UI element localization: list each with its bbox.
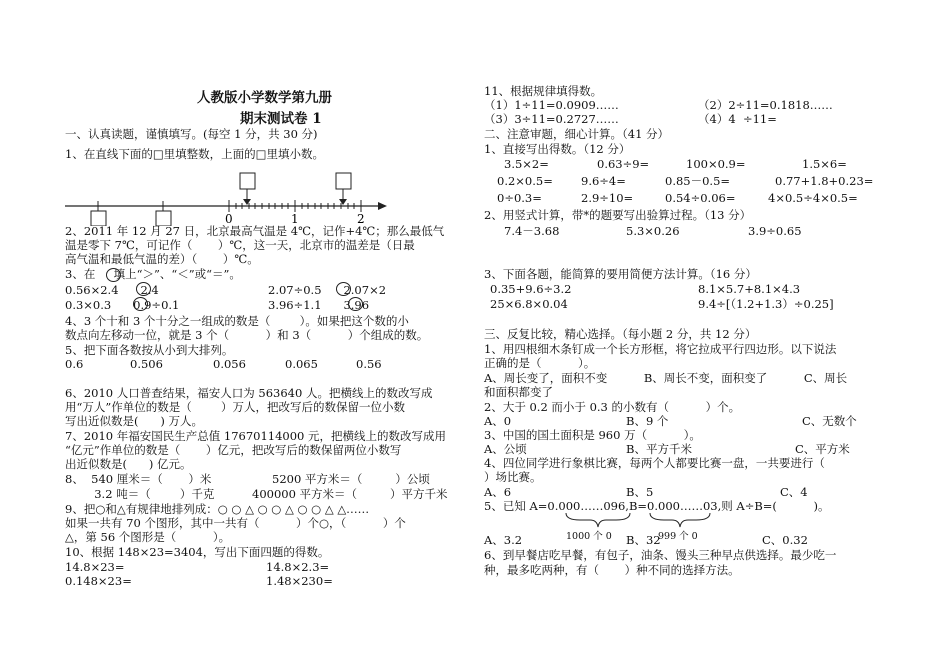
calc-1-heading: 1、直接写出得数。（12 分） <box>484 142 631 156</box>
choice-6-line-2: 种，最多吃两种，有（ ）种不同的选择方法。 <box>484 563 740 577</box>
section-1-heading: 一、认真读题，谨慎填写。(每空 1 分，共 30 分) <box>65 127 318 141</box>
question-8-item-2: 5200 平方米＝（ ）公顷 <box>272 472 430 486</box>
question-3: 3、在 填上“＞”、“＜”或“＝”。 <box>65 267 241 281</box>
calc-3-heading: 3、下面各题，能简算的要用简便方法计算。（16 分） <box>484 267 757 281</box>
question-7-line-2: “亿元”作单位的数是（ ）亿元，把改写后的数保留两位小数写 <box>65 443 402 457</box>
question-9-line-1: 9、把○和△有规律地排列成：○ ○ △ ○ ○ △ ○ ○ △ △…… <box>65 502 370 516</box>
answer-box-top-2 <box>336 173 351 189</box>
calc-1-item: 0.77+1.8+0.23= <box>775 174 874 188</box>
compare-circle <box>336 282 351 296</box>
question-10: 10、根据 148×23=3404，写出下面四题的得数。 <box>65 545 330 559</box>
choice-5: 5、已知 A=0.000……096,B=0.000……03,则 A÷B=( )。 <box>484 499 830 513</box>
calc-3-item: 25×6.8×0.04 <box>490 297 568 311</box>
calc-1-item: 9.6÷4= <box>581 174 626 188</box>
choice-4-line-1: 4、四位同学进行象棋比赛，每两个人都要比赛一盘，一共要进行（ <box>484 456 825 470</box>
question-1: 1、在直线下面的□里填整数，上面的□里填小数。 <box>65 147 325 161</box>
choice-1-options: A、周长变了，面积不变 B、周长不变，面积变了 C、周长 <box>484 371 848 385</box>
question-6-line-1: 6、2010 人口普查结果，福安人口为 563640 人。把横线上的数改写成 <box>65 386 433 400</box>
question-10-item: 14.8×23= <box>65 560 125 574</box>
choice-1-line-2: 正确的是（ ）。 <box>484 356 596 370</box>
question-11-item: （2）2÷11=0.1818…… <box>698 98 833 112</box>
calc-1-item: 0÷0.3= <box>497 191 542 205</box>
question-5: 5、把下面各数按从小到大排列。 <box>65 343 234 357</box>
question-7-line-3: 出近似数是( ) 亿元。 <box>65 457 192 471</box>
choice-1-options-cont: 和面积都变了 <box>484 385 553 399</box>
compare-circle <box>136 282 151 296</box>
number-line <box>60 170 390 226</box>
page-subtitle: 期末测试卷 1 <box>240 111 322 127</box>
calc-2-heading: 2、用竖式计算，带*的题要写出验算过程。（13 分） <box>484 208 752 222</box>
question-8-item-4: 400000 平方米＝（ ）平方千米 <box>252 487 448 501</box>
choice-2-option: B、9 个 <box>626 414 669 428</box>
question-6-line-3: 写出近似数是( ) 万人。 <box>65 414 204 428</box>
question-10-item: 14.8×2.3= <box>266 560 330 574</box>
choice-2-option: C、无数个 <box>802 414 857 428</box>
choice-2-option: A、0 <box>484 414 512 428</box>
calc-1-item: 0.54÷0.06= <box>665 191 736 205</box>
calc-1-item: 0.85－0.5= <box>665 174 731 188</box>
brace-label-2: 999 个 0 <box>658 531 698 542</box>
choice-6-line-1: 6、到早餐店吃早餐，有包子，油条、馒头三种早点供选择。最少吃一 <box>484 548 837 562</box>
question-2-line-2: 温是零下 7℃，可记作（ ）℃，这一天，北京市的温差是（日最 <box>65 238 415 252</box>
brace-label-1: 1000 个 0 <box>566 531 612 542</box>
choice-3-option: A、公顷 <box>484 442 527 456</box>
section-2-heading: 二、注意审题，细心计算。（41 分） <box>484 127 670 141</box>
choice-4-line-2: ）场比赛。 <box>484 470 542 484</box>
question-3-item-2: 2.07÷0.5 2.07×2 <box>268 283 387 297</box>
choice-3-option: B、平方千米 <box>626 442 692 456</box>
question-5-number: 0.56 <box>356 357 382 371</box>
question-10-item: 0.148×23= <box>65 574 132 588</box>
choice-4-option: B、5 <box>626 485 654 499</box>
page-title: 人教版小学数学第九册 <box>197 90 332 106</box>
calc-3-item: 0.35+9.6÷3.2 <box>490 282 572 296</box>
question-5-number: 0.056 <box>213 357 246 371</box>
question-5-number: 0.6 <box>65 357 84 371</box>
section-3-heading: 三、反复比较，精心选择。（每小题 2 分，共 12 分） <box>484 327 757 341</box>
choice-4-option: C、4 <box>780 485 808 499</box>
question-10-item: 1.48×230= <box>266 574 333 588</box>
compare-circle <box>348 297 363 311</box>
answer-box-top-1 <box>240 173 255 189</box>
calc-1-item: 0.2×0.5= <box>497 174 553 188</box>
question-11-item: （3）3÷11=0.2727…… <box>484 112 619 126</box>
question-9-line-3: △，第 56 个图形是（ ）。 <box>65 530 231 544</box>
tick-label-2: 2 <box>357 212 365 226</box>
question-5-number: 0.506 <box>130 357 163 371</box>
choice-1-line-1: 1、用四根细木条钉成一个长方形框，将它拉成平行四边形。以下说法 <box>484 342 837 356</box>
question-3-item-3: 0.3×0.3 0.9÷0.1 <box>65 298 180 312</box>
question-2-line-3: 高气温和最低气温的差）（ ）℃。 <box>65 252 259 266</box>
calc-1-item: 4×0.5÷4×0.5= <box>768 191 858 205</box>
choice-4-option: A、6 <box>484 485 512 499</box>
question-2-line-1: 2、2011 年 12 月 27 日，北京最高气温是 4℃，记作+4℃；那么最低气 <box>65 224 445 238</box>
calc-1-item: 100×0.9= <box>686 157 746 171</box>
question-6-line-2: 用“万人”作单位的数是（ ）万人，把改写后的数保留一位小数 <box>65 400 405 414</box>
choice-2: 2、大于 0.2 而小于 0.3 的小数有（ ）个。 <box>484 400 741 414</box>
choice-5-option: B、32 <box>626 533 661 547</box>
calc-1-item: 0.63÷9= <box>597 157 650 171</box>
question-4-line-1: 4、3 个十和 3 个十分之一组成的数是（ ）。如果把这个数的小 <box>65 314 409 328</box>
choice-3: 3、中国的国土面积是 960 万（ ）。 <box>484 428 701 442</box>
calc-1-item: 1.5×6= <box>802 157 847 171</box>
question-5-number: 0.065 <box>285 357 318 371</box>
question-3-item-4: 3.96÷1.1 3.96 <box>268 298 370 312</box>
calc-2-item: 7.4－3.68 <box>504 224 560 238</box>
calc-1-item: 2.9÷10= <box>581 191 634 205</box>
question-3-item-1: 0.56×2.4 2.4 <box>65 283 159 297</box>
choice-5-option: A、3.2 <box>484 533 523 547</box>
question-11: 11、根据规律填得数。 <box>484 84 603 98</box>
question-11-item: （1）1÷11=0.0909…… <box>484 98 619 112</box>
compare-circle <box>106 268 121 282</box>
calc-3-item: 9.4÷[（1.2+1.3）÷0.25] <box>698 297 834 311</box>
question-9-line-2: 如果一共有 70 个图形，其中一共有（ ）个○，（ ）个 <box>65 516 406 530</box>
compare-circle <box>133 297 148 311</box>
choice-3-option: C、平方米 <box>795 442 850 456</box>
tick-label-0: 0 <box>225 212 233 226</box>
choice-5-option: C、0.32 <box>762 533 808 547</box>
tick-label-1: 1 <box>291 212 299 226</box>
calc-3-item: 8.1×5.7+8.1×4.3 <box>698 282 801 296</box>
calc-1-item: 3.5×2= <box>504 157 549 171</box>
question-8-item-3: 3.2 吨＝（ ）千克 <box>65 487 215 501</box>
question-7-line-1: 7、2010 年福安国民生产总值 17670114000 元，把横线上的数改写成用 <box>65 429 447 443</box>
question-8-item-1: 8、 540 厘米＝（ ）米 <box>65 472 212 486</box>
calc-2-item: 3.9÷0.65 <box>748 224 802 238</box>
calc-2-item: 5.3×0.26 <box>626 224 680 238</box>
question-11-item: （4）4 ÷11= <box>698 112 777 126</box>
question-4-line-2: 数点向左移动一位，就是 3 个（ ）和 3（ ）个组成的数。 <box>65 328 429 342</box>
